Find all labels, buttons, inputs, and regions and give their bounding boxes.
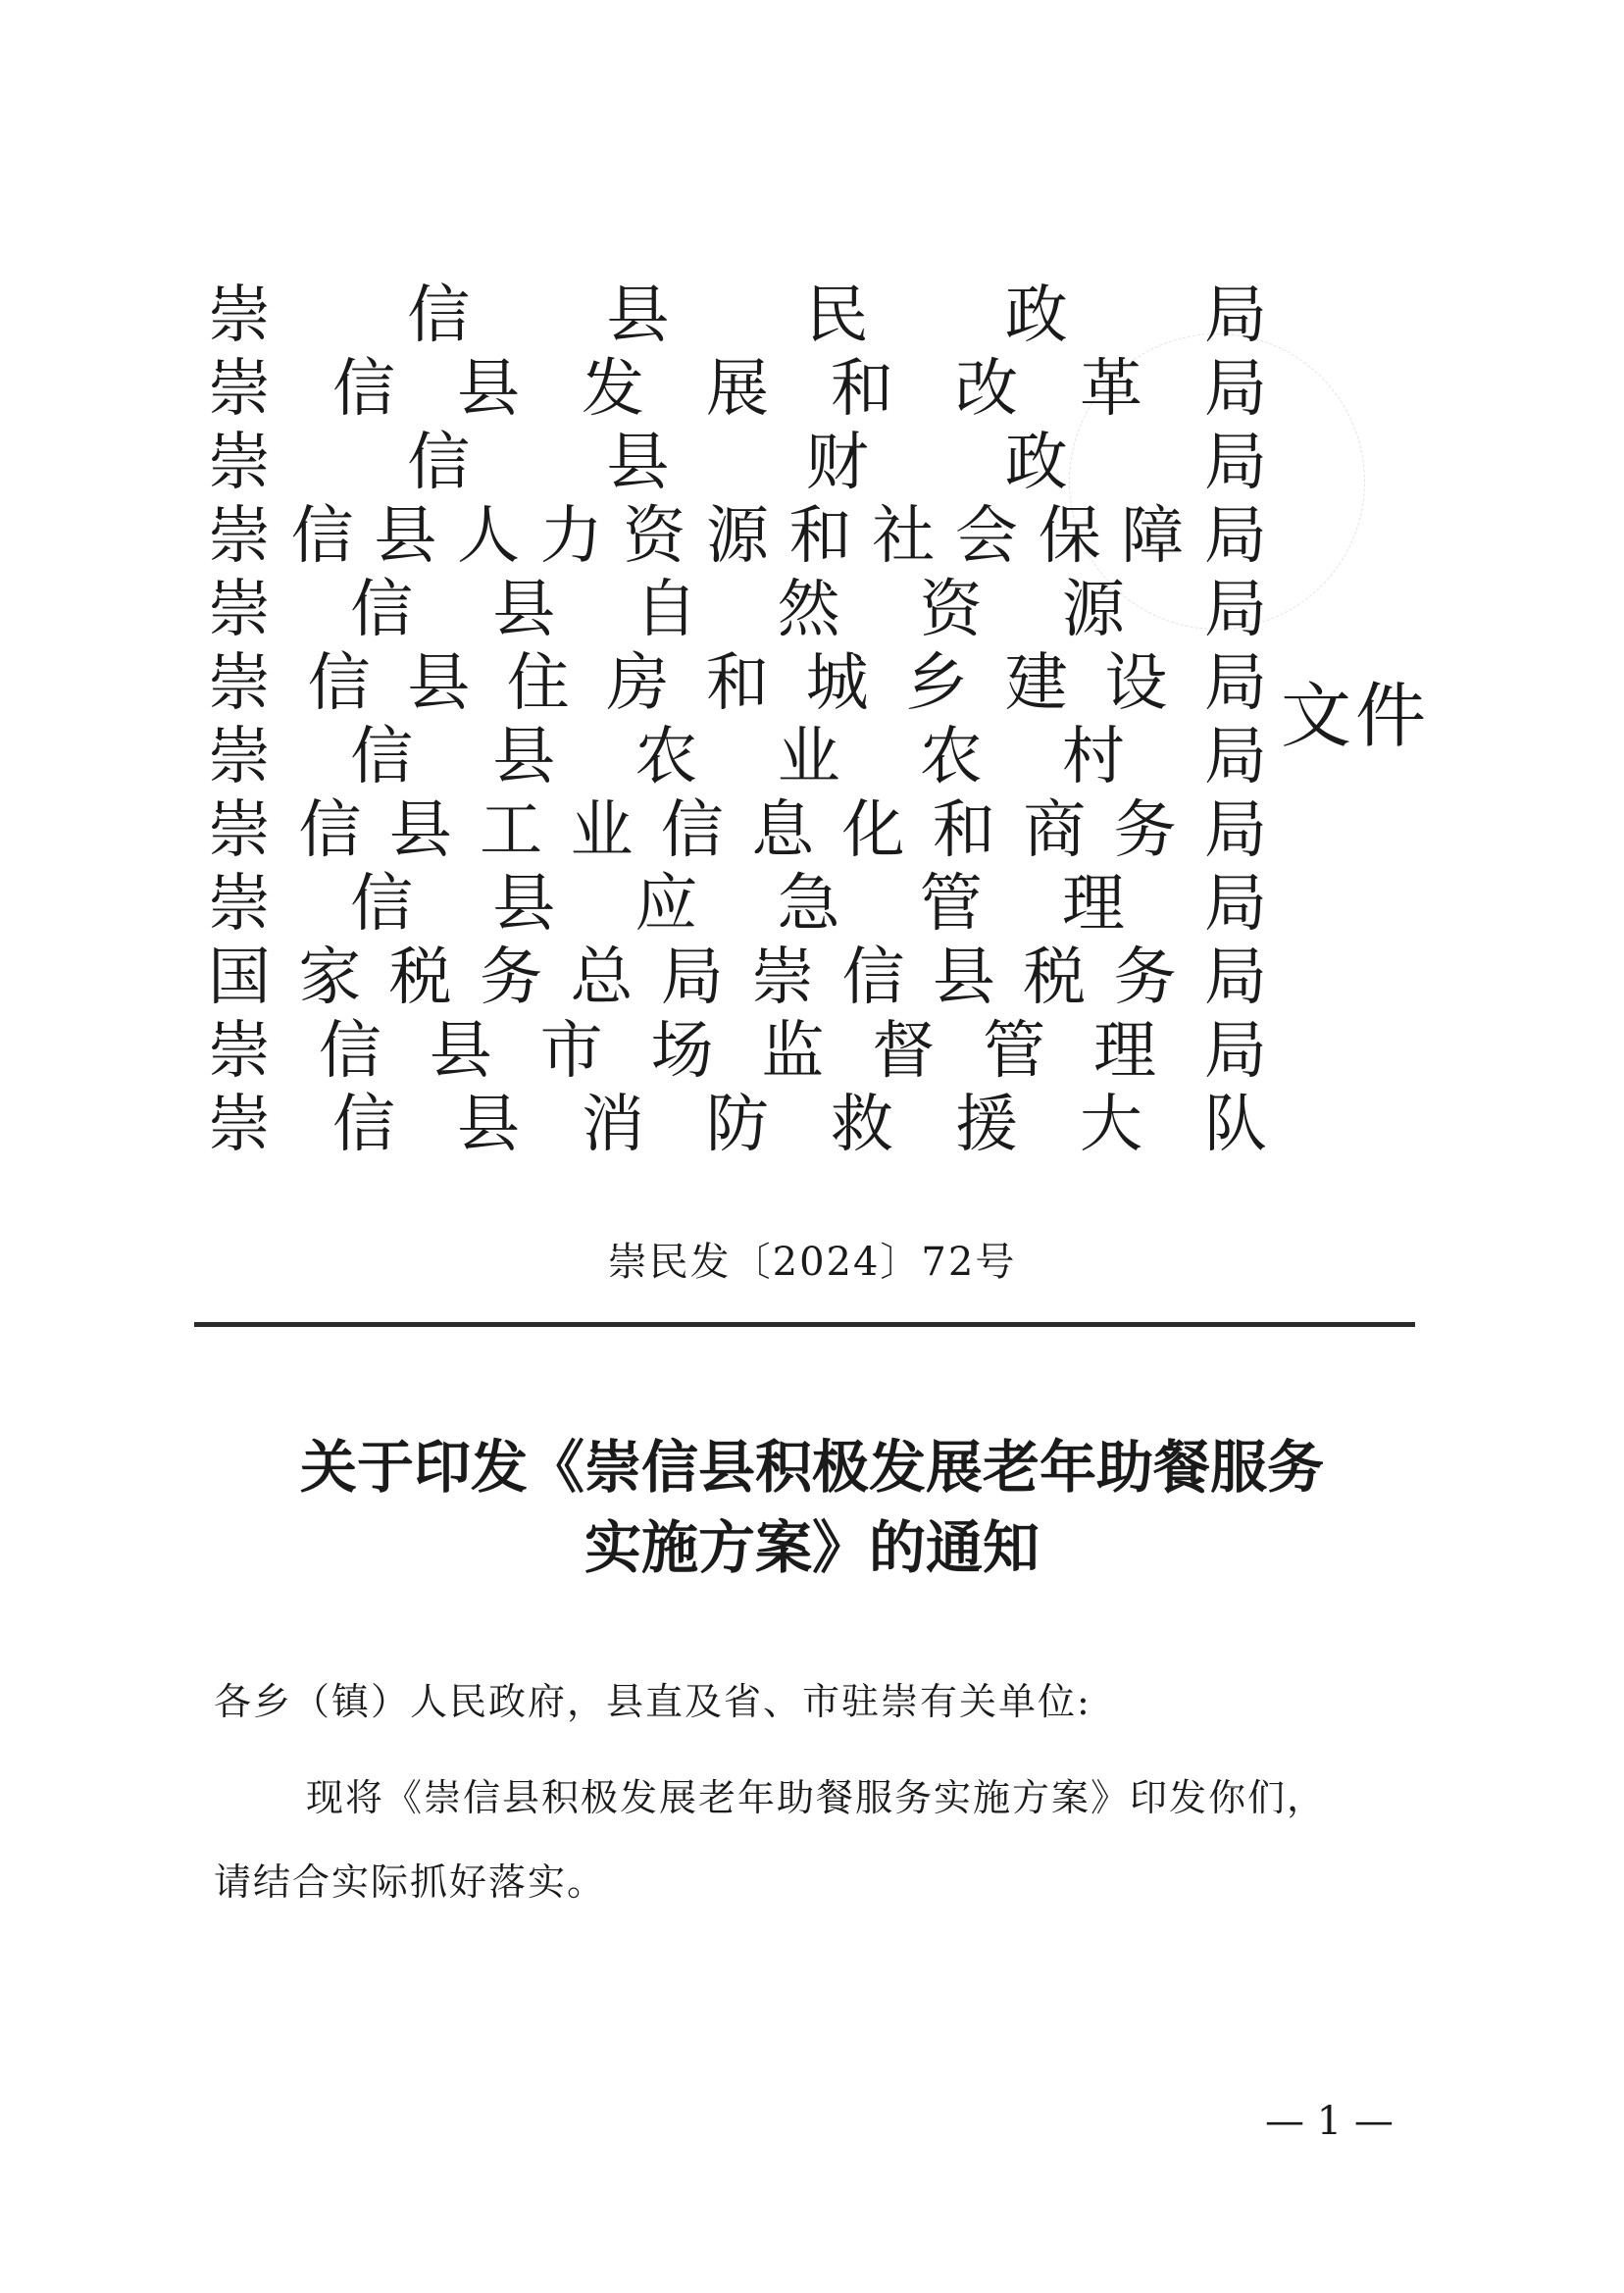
agency-char: 崇 <box>208 1015 271 1088</box>
agency-char: 大 <box>1080 1089 1142 1161</box>
agency-char: 会 <box>954 500 1018 573</box>
title-line-1: 关于印发《崇信县积极发展老年助餐服务 <box>299 1434 1324 1501</box>
agency-char: 农 <box>919 721 983 793</box>
agency-char: 业 <box>777 721 840 793</box>
agency-char: 局 <box>660 942 724 1014</box>
agency-char: 和 <box>705 647 769 720</box>
agency-char: 然 <box>777 574 840 646</box>
agency-char: 局 <box>1203 500 1267 573</box>
paragraph-line-2: 请结合实际抓好落实。 <box>214 1860 607 1904</box>
agency-row <box>208 427 1267 500</box>
agency-char: 县 <box>429 1015 492 1088</box>
agency-char: 信 <box>332 353 395 426</box>
agency-char: 市 <box>539 1015 603 1088</box>
agency-char: 县 <box>457 1089 520 1161</box>
agency-char: 县 <box>374 500 437 573</box>
agency-char: 设 <box>1104 647 1168 720</box>
agency-row <box>208 794 1267 868</box>
agency-char: 崇 <box>751 942 815 1014</box>
agency-char: 社 <box>872 500 936 573</box>
agency-char: 信 <box>350 868 414 941</box>
agency-row <box>208 868 1267 942</box>
agency-char: 队 <box>1204 1089 1267 1161</box>
agency-char: 崇 <box>208 574 271 646</box>
title-line-2: 实施方案》的通知 <box>584 1514 1040 1581</box>
agency-char: 消 <box>582 1089 644 1161</box>
agency-char: 局 <box>1204 353 1267 426</box>
agency-char: 崇 <box>208 427 271 499</box>
agency-char: 局 <box>1203 868 1267 941</box>
agency-char: 局 <box>1203 942 1267 1014</box>
agency-char: 家 <box>298 942 362 1014</box>
agency-char: 县 <box>606 280 670 352</box>
agency-char: 县 <box>492 721 556 793</box>
agency-row <box>208 353 1267 427</box>
agency-char: 县 <box>388 794 452 867</box>
agency-char: 崇 <box>208 280 271 352</box>
agency-char: 改 <box>955 353 1018 426</box>
agency-char: 工 <box>480 794 543 867</box>
agency-char: 源 <box>1061 574 1125 646</box>
agency-row <box>208 574 1267 647</box>
agency-char: 信 <box>298 794 362 867</box>
agency-char: 化 <box>841 794 905 867</box>
agency-char: 县 <box>492 574 556 646</box>
agency-char: 建 <box>1004 647 1068 720</box>
agency-char: 崇 <box>208 794 271 867</box>
agency-char: 救 <box>831 1089 893 1161</box>
agency-char: 县 <box>606 427 670 499</box>
agency-char: 国 <box>208 942 271 1014</box>
agency-char: 务 <box>1113 794 1177 867</box>
agency-char: 局 <box>1203 427 1267 499</box>
agency-char: 总 <box>570 942 634 1014</box>
agency-char: 农 <box>634 721 698 793</box>
agency-char: 援 <box>955 1089 1018 1161</box>
agency-char: 场 <box>650 1015 714 1088</box>
agency-row <box>208 942 1267 1015</box>
agency-char: 急 <box>777 868 840 941</box>
agency-char: 障 <box>1121 500 1185 573</box>
agency-char: 展 <box>706 353 769 426</box>
agency-char: 信 <box>290 500 354 573</box>
salutation: 各乡（镇）人民政府，县直及省、市驻崇有关单位: <box>214 1680 1091 1723</box>
agency-char: 资 <box>623 500 686 573</box>
agency-char: 崇 <box>208 353 271 426</box>
agency-char: 督 <box>872 1015 936 1088</box>
agency-char: 息 <box>751 794 815 867</box>
agency-char: 崇 <box>208 500 271 573</box>
agency-char: 乡 <box>905 647 969 720</box>
agency-char: 理 <box>1061 868 1125 941</box>
paragraph-line-1: 现将《崇信县积极发展老年助餐服务实施方案》印发你们， <box>306 1776 1327 1819</box>
agency-row <box>208 1089 1267 1162</box>
agency-char: 局 <box>1203 794 1267 867</box>
agency-char: 信 <box>841 942 905 1014</box>
agency-char: 务 <box>1113 942 1177 1014</box>
agency-char: 信 <box>660 794 724 867</box>
agency-char: 人 <box>456 500 520 573</box>
agency-char: 信 <box>350 721 414 793</box>
agency-char: 力 <box>539 500 603 573</box>
header-divider <box>194 1322 1415 1327</box>
agency-char: 信 <box>407 280 471 352</box>
agency-char: 商 <box>1023 794 1087 867</box>
agency-char: 业 <box>570 794 634 867</box>
agency-char: 和 <box>788 500 852 573</box>
agency-char: 局 <box>1203 1015 1267 1088</box>
agency-char: 信 <box>332 1089 395 1161</box>
body-paragraph <box>214 1756 1430 1924</box>
agency-char: 自 <box>634 574 698 646</box>
agency-char: 住 <box>506 647 570 720</box>
agency-char: 信 <box>307 647 371 720</box>
agency-char: 税 <box>1023 942 1087 1014</box>
agency-char: 政 <box>1004 280 1068 352</box>
issuing-agencies <box>208 280 1267 1162</box>
agency-char: 县 <box>932 942 995 1014</box>
agency-char: 发 <box>582 353 644 426</box>
agency-row <box>208 1015 1267 1089</box>
agency-char: 政 <box>1004 427 1068 499</box>
agency-char: 县 <box>457 353 520 426</box>
agency-char: 防 <box>706 1089 769 1161</box>
agency-char: 信 <box>407 427 471 499</box>
agency-char: 资 <box>919 574 983 646</box>
agency-char: 崇 <box>208 1089 271 1161</box>
agency-char: 和 <box>831 353 893 426</box>
agency-char: 务 <box>480 942 543 1014</box>
agency-char: 和 <box>932 794 995 867</box>
agency-char: 保 <box>1038 500 1101 573</box>
agency-row <box>208 500 1267 574</box>
agency-char: 革 <box>1080 353 1142 426</box>
agency-char: 应 <box>634 868 698 941</box>
agency-char: 县 <box>492 868 556 941</box>
document-title <box>0 1427 1624 1588</box>
agency-char: 管 <box>983 1015 1046 1088</box>
agency-char: 信 <box>350 574 414 646</box>
agency-char: 税 <box>388 942 452 1014</box>
agency-char: 崇 <box>208 647 271 720</box>
agency-row <box>208 280 1267 353</box>
agency-char: 房 <box>606 647 670 720</box>
document-number: 崇民发〔2024〕72号 <box>607 1240 1017 1285</box>
agency-char: 村 <box>1061 721 1125 793</box>
agency-row <box>208 647 1267 721</box>
agency-char: 局 <box>1203 280 1267 352</box>
agency-char: 源 <box>705 500 769 573</box>
document-suffix: 文件 <box>1281 675 1431 757</box>
agency-row <box>208 721 1267 794</box>
agency-char: 民 <box>805 280 869 352</box>
agency-char: 崇 <box>208 868 271 941</box>
agency-char: 局 <box>1203 574 1267 646</box>
agency-char: 局 <box>1203 647 1267 720</box>
agency-char: 监 <box>761 1015 825 1088</box>
agency-char: 理 <box>1093 1015 1156 1088</box>
page-number: — 1 — <box>1265 2099 1394 2144</box>
agency-char: 财 <box>805 427 869 499</box>
agency-char: 县 <box>407 647 471 720</box>
agency-char: 信 <box>318 1015 381 1088</box>
agency-char: 崇 <box>208 721 271 793</box>
agency-char: 局 <box>1203 721 1267 793</box>
agency-char: 城 <box>805 647 869 720</box>
agency-char: 管 <box>919 868 983 941</box>
